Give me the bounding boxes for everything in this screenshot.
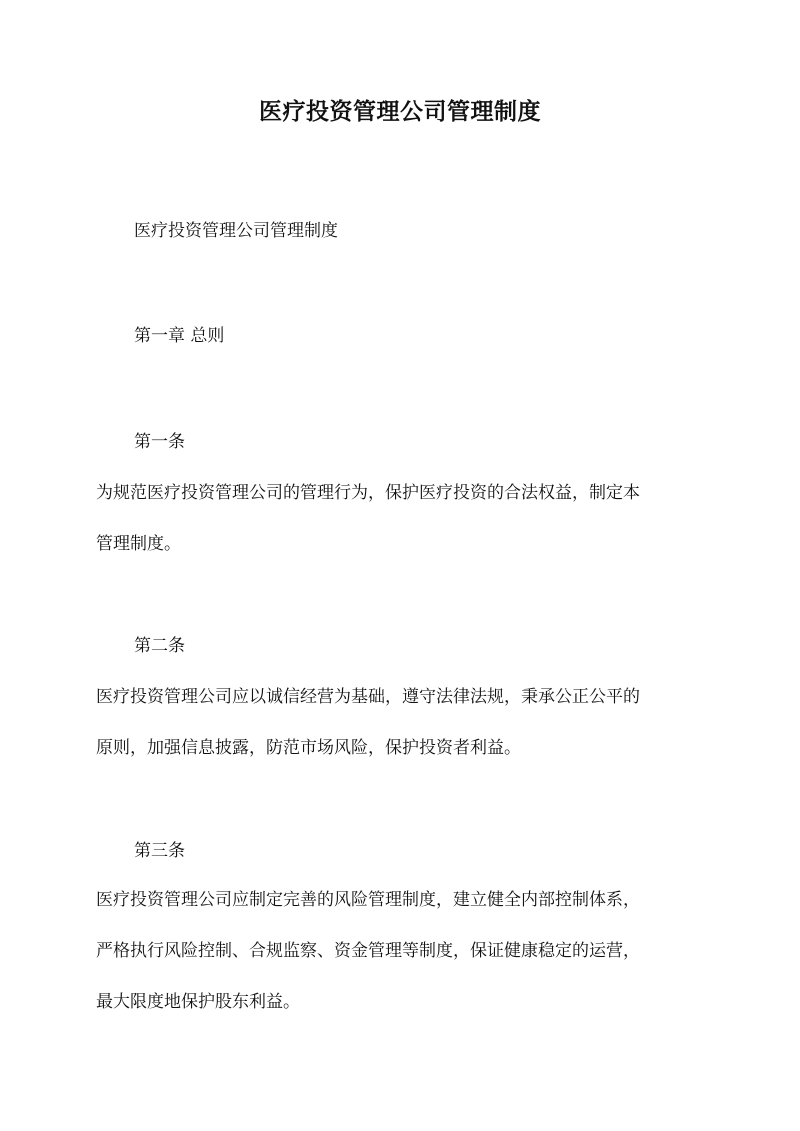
- article-2-line-1: 医疗投资管理公司应以诚信经营为基础，遵守法律法规，秉承公正公平的: [96, 687, 640, 707]
- article-3-heading: 第三条: [134, 841, 185, 861]
- article-3-line-2: 严格执行风险控制、合规监察、资金管理等制度，保证健康稳定的运营，: [96, 941, 640, 961]
- article-1-heading: 第一条: [134, 432, 185, 452]
- article-3-line-1: 医疗投资管理公司应制定完善的风险管理制度，建立健全内部控制体系，: [96, 890, 640, 910]
- article-2-heading: 第二条: [134, 636, 185, 656]
- article-2-line-2: 原则，加强信息披露，防范市场风险，保护投资者利益。: [96, 738, 521, 758]
- article-1-line-1: 为规范医疗投资管理公司的管理行为，保护医疗投资的合法权益，制定本: [96, 483, 640, 503]
- document-subtitle: 医疗投资管理公司管理制度: [134, 221, 338, 241]
- article-1-line-2: 管理制度。: [96, 534, 181, 554]
- article-3-line-3: 最大限度地保护股东利益。: [96, 992, 300, 1012]
- document-title: 医疗投资管理公司管理制度: [259, 98, 541, 125]
- chapter-heading: 第一章 总则: [134, 326, 225, 346]
